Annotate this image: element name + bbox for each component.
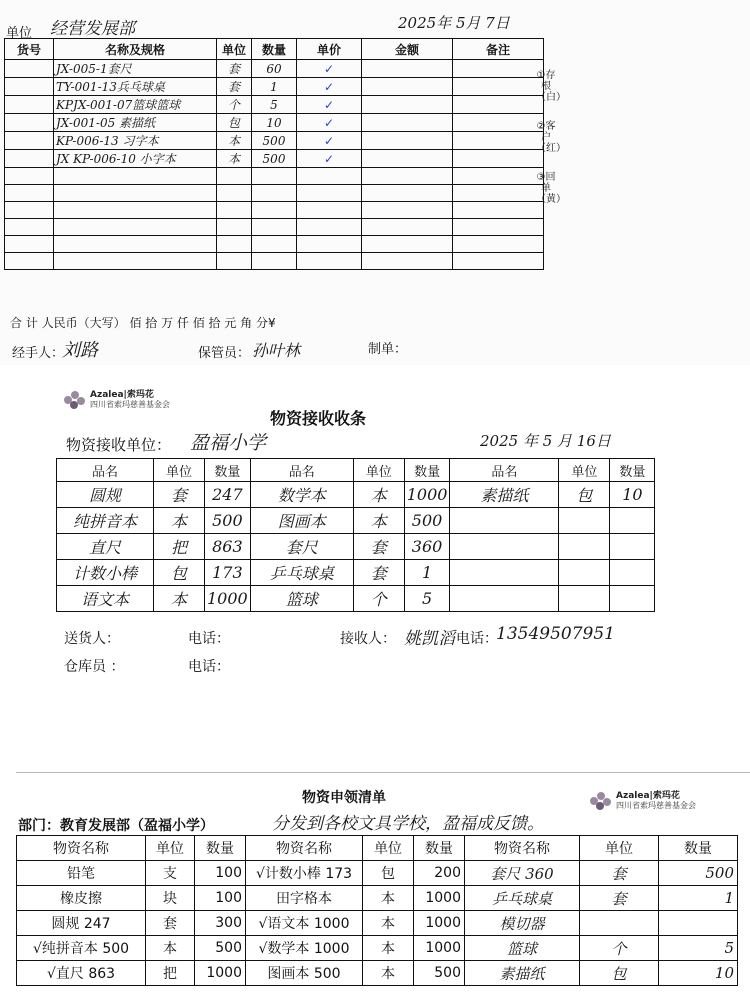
table-cell	[659, 911, 738, 936]
copy-label: ②客户（红）	[536, 121, 566, 154]
cell	[297, 185, 362, 202]
col-header: 数量	[659, 836, 738, 861]
table-cell: 素描纸	[465, 961, 580, 986]
item-qty: 5	[252, 96, 297, 114]
requisition-title: 物资申领清单	[302, 790, 386, 806]
col-header: 金额	[362, 39, 453, 60]
cell	[362, 132, 453, 150]
copy-labels	[536, 70, 566, 205]
table-row	[17, 861, 738, 886]
table-cell	[559, 534, 610, 560]
cell	[5, 78, 54, 96]
logo-text	[90, 390, 170, 409]
table-cell: 包	[363, 861, 414, 886]
item-qty: 60	[252, 60, 297, 78]
table-row	[57, 534, 655, 560]
unit-label: 单位	[6, 26, 33, 41]
table-cell: 套	[146, 911, 195, 936]
delivery-slip	[0, 0, 750, 365]
item-name	[54, 253, 217, 270]
table-cell: √直尺 863	[17, 961, 146, 986]
item-name	[54, 168, 217, 185]
table-row	[5, 96, 544, 114]
table-cell	[450, 586, 559, 612]
col-header: 单位	[154, 459, 205, 482]
cell	[362, 202, 453, 219]
receiver-phone-label: 电话：	[456, 631, 498, 647]
col-header: 物资名称	[246, 836, 363, 861]
table-cell: 1000	[414, 886, 465, 911]
table-cell: 本	[363, 886, 414, 911]
table-cell: 本	[353, 482, 404, 508]
table-cell: 10	[659, 961, 738, 986]
cell	[453, 202, 544, 219]
cell	[5, 150, 54, 168]
col-header: 物资名称	[465, 836, 580, 861]
table-cell: 铅笔	[17, 861, 146, 886]
table-cell: √数学本 1000	[246, 936, 363, 961]
cell	[297, 253, 362, 270]
table-row	[5, 236, 544, 253]
receiver-phone: 13549507951	[496, 624, 615, 644]
item-qty	[252, 236, 297, 253]
item-name: KP-006-13 习字本	[54, 132, 217, 150]
col-header: 单位	[146, 836, 195, 861]
table-cell: 乒乓球桌	[465, 886, 580, 911]
azalea-logo	[64, 390, 170, 409]
logo-text	[616, 791, 696, 810]
item-qty	[252, 168, 297, 185]
slip-date: 2025年 5月 7日	[398, 14, 510, 32]
table-cell: 计数小棒	[57, 560, 154, 586]
col-header: 数量	[205, 459, 251, 482]
item-unit	[217, 253, 252, 270]
table-cell: √纯拼音本 500	[17, 936, 146, 961]
cell	[5, 185, 54, 202]
item-unit: 包	[217, 114, 252, 132]
cell	[5, 60, 54, 78]
table-cell	[559, 560, 610, 586]
item-qty	[252, 219, 297, 236]
item-unit: 本	[217, 132, 252, 150]
cell	[297, 168, 362, 185]
table-cell: 1	[404, 560, 450, 586]
table-cell: 本	[363, 961, 414, 986]
requisition-table	[16, 835, 738, 986]
flower-icon	[64, 391, 86, 409]
table-cell	[450, 560, 559, 586]
table-cell: 素描纸	[450, 482, 559, 508]
table-cell: 360	[404, 534, 450, 560]
table-cell: 本	[146, 936, 195, 961]
table-cell	[610, 534, 655, 560]
cell	[362, 168, 453, 185]
item-unit: 本	[217, 150, 252, 168]
table-cell: 500	[404, 508, 450, 534]
item-qty	[252, 185, 297, 202]
table-cell: 模切器	[465, 911, 580, 936]
table-cell: 套	[353, 534, 404, 560]
item-unit: 套	[217, 78, 252, 96]
table-row	[5, 150, 544, 168]
cell	[453, 60, 544, 78]
table-cell: 个	[353, 586, 404, 612]
table-cell: 套	[154, 482, 205, 508]
cell	[297, 236, 362, 253]
cell	[297, 219, 362, 236]
table-cell: 500	[659, 861, 738, 886]
cell	[362, 185, 453, 202]
item-name	[54, 202, 217, 219]
table-cell: 300	[195, 911, 246, 936]
table-cell: 数学本	[250, 482, 353, 508]
col-header: 名称及规格	[54, 39, 217, 60]
cell	[362, 150, 453, 168]
table-cell: 块	[146, 886, 195, 911]
table-cell	[450, 534, 559, 560]
table-row	[5, 132, 544, 150]
cell: ✓	[297, 60, 362, 78]
item-qty: 500	[252, 150, 297, 168]
cell: ✓	[297, 78, 362, 96]
table-cell: 个	[580, 936, 659, 961]
receipt-date: 2025 年 5 月 16日	[480, 432, 611, 450]
item-qty: 1	[252, 78, 297, 96]
cell	[453, 236, 544, 253]
dept-label: 部门：教育发展部（盈福小学）	[18, 818, 214, 834]
table-cell: 500	[195, 936, 246, 961]
table-cell	[610, 560, 655, 586]
cell	[5, 236, 54, 253]
cell: ✓	[297, 96, 362, 114]
table-cell: 套尺	[250, 534, 353, 560]
receipt-unit-value: 盈福小学	[190, 432, 267, 454]
azalea-logo	[590, 791, 696, 810]
item-unit	[217, 185, 252, 202]
table-cell: 包	[580, 961, 659, 986]
requisition-list	[16, 772, 750, 1001]
receipt-table	[56, 458, 655, 612]
table-cell: 橡皮擦	[17, 886, 146, 911]
table-cell: 篮球	[250, 586, 353, 612]
table-row	[17, 886, 738, 911]
item-qty	[252, 202, 297, 219]
item-unit	[217, 219, 252, 236]
receipt-slip	[38, 382, 750, 682]
table-cell: 包	[154, 560, 205, 586]
cell: ✓	[297, 114, 362, 132]
item-name	[54, 185, 217, 202]
cell	[5, 168, 54, 185]
table-cell: 247	[205, 482, 251, 508]
flower-icon	[590, 792, 612, 810]
table-cell: 200	[414, 861, 465, 886]
cell	[362, 60, 453, 78]
table-cell: 100	[195, 886, 246, 911]
col-header: 数量	[610, 459, 655, 482]
copy-label: ③回单（黄）	[536, 172, 566, 205]
table-row	[57, 586, 655, 612]
table-cell: 篮球	[465, 936, 580, 961]
table-cell: 本	[154, 586, 205, 612]
cell	[362, 236, 453, 253]
table-cell: 圆规 247	[17, 911, 146, 936]
unit-value: 经营发展部	[50, 19, 135, 39]
table-cell: 田字格本	[246, 886, 363, 911]
table-cell: 套	[580, 861, 659, 886]
col-header: 单位	[217, 39, 252, 60]
item-name	[54, 236, 217, 253]
table-cell: 1	[659, 886, 738, 911]
col-header: 货号	[5, 39, 54, 60]
item-unit: 套	[217, 60, 252, 78]
cell	[362, 96, 453, 114]
table-cell: 5	[659, 936, 738, 961]
col-header: 备注	[453, 39, 544, 60]
table-row	[5, 185, 544, 202]
receiver-signature: 姚凯滔	[404, 629, 455, 649]
cell	[5, 202, 54, 219]
table-cell: 5	[404, 586, 450, 612]
table-cell	[610, 508, 655, 534]
item-name: JX-005-1套尺	[54, 60, 217, 78]
table-cell	[450, 508, 559, 534]
col-header: 数量	[252, 39, 297, 60]
table-row	[57, 482, 655, 508]
col-header: 品名	[57, 459, 154, 482]
sender-phone-label: 电话：	[188, 631, 230, 647]
table-cell: 500	[205, 508, 251, 534]
receiver-label: 接收人：	[340, 631, 396, 647]
table-row	[5, 114, 544, 132]
col-header: 单位	[363, 836, 414, 861]
table-cell: 1000	[195, 961, 246, 986]
table-cell: 1000	[414, 911, 465, 936]
table-row	[17, 911, 738, 936]
item-qty: 10	[252, 114, 297, 132]
table-cell: 圆规	[57, 482, 154, 508]
item-qty: 500	[252, 132, 297, 150]
table-cell: 包	[559, 482, 610, 508]
table-row	[5, 60, 544, 78]
table-cell	[559, 508, 610, 534]
table-cell: 本	[353, 508, 404, 534]
cell: ✓	[297, 150, 362, 168]
col-header: 品名	[250, 459, 353, 482]
cell	[453, 185, 544, 202]
table-cell: 100	[195, 861, 246, 886]
cell	[5, 96, 54, 114]
cell	[453, 96, 544, 114]
table-cell: 图画本 500	[246, 961, 363, 986]
sender-label: 送货人：	[64, 631, 120, 647]
copy-label: ①存根（白）	[536, 70, 566, 103]
logo-sub: 四川省索玛慈善基金会	[90, 400, 170, 409]
table-cell: √语文本 1000	[246, 911, 363, 936]
cell	[5, 219, 54, 236]
cell	[297, 202, 362, 219]
item-name: KPJX-001-07篮球篮球	[54, 96, 217, 114]
keeper-label: 保管员：	[198, 346, 251, 361]
table-row	[57, 560, 655, 586]
item-name: TY-001-13兵乓球桌	[54, 78, 217, 96]
keeper-signature: 孙叶林	[252, 341, 301, 360]
cell	[453, 219, 544, 236]
col-header: 单价	[297, 39, 362, 60]
table-cell: 本	[363, 936, 414, 961]
logo-brand: Azalea|索玛花	[90, 390, 154, 400]
handler-signature: 刘路	[62, 340, 98, 361]
cell	[453, 150, 544, 168]
slip-header-row	[5, 39, 544, 60]
table-cell	[559, 586, 610, 612]
table-row	[5, 253, 544, 270]
maker-label: 制单：	[368, 342, 408, 357]
table-cell: 把	[154, 534, 205, 560]
item-unit	[217, 202, 252, 219]
table-cell	[610, 586, 655, 612]
table-cell: 本	[363, 911, 414, 936]
table-cell: 173	[205, 560, 251, 586]
cell	[362, 219, 453, 236]
warehouse-label: 仓库员 ：	[64, 659, 125, 675]
table-cell: 支	[146, 861, 195, 886]
table-cell: 套尺 360	[465, 861, 580, 886]
cell: ✓	[297, 132, 362, 150]
item-unit: 个	[217, 96, 252, 114]
col-header: 物资名称	[17, 836, 146, 861]
cell	[453, 114, 544, 132]
table-cell: 把	[146, 961, 195, 986]
table-cell: 语文本	[57, 586, 154, 612]
col-header: 数量	[195, 836, 246, 861]
cell	[5, 132, 54, 150]
table-cell: 500	[414, 961, 465, 986]
col-header: 品名	[450, 459, 559, 482]
table-row	[17, 961, 738, 986]
col-header: 单位	[353, 459, 404, 482]
table-row	[5, 219, 544, 236]
cell	[453, 253, 544, 270]
table-row	[5, 202, 544, 219]
receipt-unit-label: 物资接收单位：	[66, 436, 172, 454]
cell	[453, 168, 544, 185]
slip-table	[4, 38, 544, 270]
handler-label: 经手人：	[12, 346, 65, 361]
cell	[5, 253, 54, 270]
table-cell: 乒乓球桌	[250, 560, 353, 586]
receipt-header-row	[57, 459, 655, 482]
item-name: JX-001-05 素描纸	[54, 114, 217, 132]
receipt-title: 物资接收收条	[270, 409, 367, 428]
table-cell: 套	[580, 886, 659, 911]
table-cell: 1000	[414, 936, 465, 961]
table-cell: √计数小棒 173	[246, 861, 363, 886]
cell	[362, 114, 453, 132]
table-cell: 10	[610, 482, 655, 508]
warehouse-phone-label: 电话：	[188, 659, 230, 675]
dept-note: 分发到各校文具学校，盈福成反馈。	[272, 814, 544, 834]
cell	[5, 114, 54, 132]
item-name: JX KP-006-10 小字本	[54, 150, 217, 168]
col-header: 单位	[580, 836, 659, 861]
table-row	[17, 936, 738, 961]
item-name	[54, 219, 217, 236]
table-row	[57, 508, 655, 534]
table-cell: 1000	[404, 482, 450, 508]
requisition-header-row	[17, 836, 738, 861]
table-cell: 纯拼音本	[57, 508, 154, 534]
col-header: 数量	[404, 459, 450, 482]
table-cell: 直尺	[57, 534, 154, 560]
cell	[453, 78, 544, 96]
table-row	[5, 78, 544, 96]
item-unit	[217, 168, 252, 185]
item-qty	[252, 253, 297, 270]
table-cell: 套	[353, 560, 404, 586]
total-label: 合 计 人民币（大写） 佰 拾 万 仟 佰 拾 元 角 分¥	[10, 316, 276, 330]
table-cell	[580, 911, 659, 936]
item-unit	[217, 236, 252, 253]
col-header: 数量	[414, 836, 465, 861]
col-header: 单位	[559, 459, 610, 482]
table-cell: 本	[154, 508, 205, 534]
table-cell: 1000	[205, 586, 251, 612]
table-cell: 863	[205, 534, 251, 560]
table-row	[5, 168, 544, 185]
table-cell: 图画本	[250, 508, 353, 534]
logo-brand: Azalea|索玛花	[616, 791, 680, 801]
cell	[362, 78, 453, 96]
cell	[453, 132, 544, 150]
cell	[362, 253, 453, 270]
logo-sub: 四川省索玛慈善基金会	[616, 801, 696, 810]
